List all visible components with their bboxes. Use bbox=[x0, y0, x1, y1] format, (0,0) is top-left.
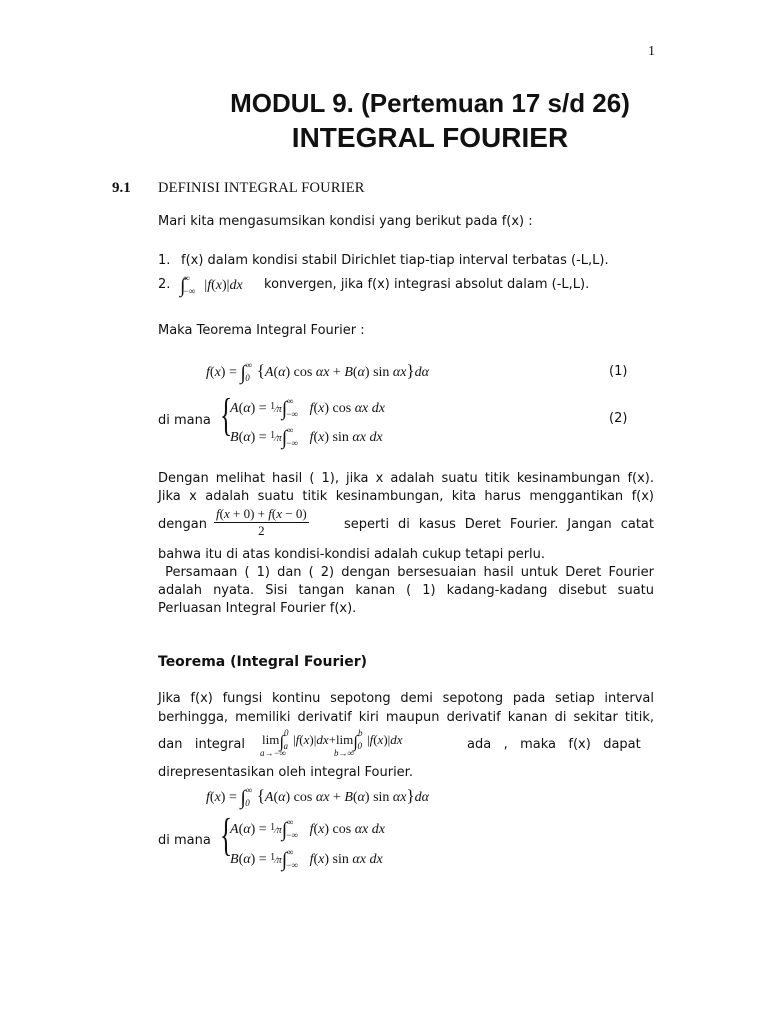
condition-2-text: konvergen, jika f(x) integrasi absolut dalam (-L,L). bbox=[264, 277, 590, 292]
paragraph-2-line-2: adalah nyata. Sisi tangan kanan ( 1) kadang-kadang disebut suatu bbox=[158, 583, 654, 598]
module-subtitle: INTEGRAL FOURIER bbox=[291, 122, 569, 153]
theorem-intro: Maka Teorema Integral Fourier : bbox=[158, 323, 365, 338]
coefficient-a-formula: $A(\alpha) = ^1⁄\pi\int^\infty_{-\infty}$ f(x) cos αx dx bbox=[230, 396, 385, 420]
limit-integral-formula: lim a→−∞ ∫$^0_a$ |f(x)|dx+lim b→∞ ∫$^b_0$ |f(x)|dx bbox=[260, 728, 403, 758]
theorem-line-1: Jika f(x) fungsi kontinu sepotong demi sepotong pada setiap interval bbox=[158, 691, 654, 706]
equation-number-1: (1) bbox=[609, 364, 628, 379]
theorem-where-label: di mana bbox=[158, 833, 211, 848]
theorem-fourier-equation: $f(x) = \int^\infty_0$ {A(α) cos αx + B(α) sin αx}dα bbox=[206, 785, 429, 809]
condition-1-number: 1. bbox=[158, 253, 171, 268]
theorem-line-2: berhingga, memiliki derivatif kiri maupun derivatif kanan di sekitar titik, bbox=[158, 710, 654, 725]
section-intro: Mari kita mengasumsikan kondisi yang berikut pada f(x) : bbox=[158, 214, 533, 229]
paragraph-1-dengan: dengan bbox=[158, 517, 207, 532]
section-number: 9.1 bbox=[112, 180, 131, 196]
theorem-dan-integral: dan integral bbox=[158, 737, 245, 752]
paragraph-2-line-1: Persamaan ( 1) dan ( 2) dengan bersesuaian hasil untuk Deret Fourier bbox=[158, 565, 654, 580]
paragraph-1-after-fraction: seperti di kasus Deret Fourier. Jangan catat bbox=[344, 517, 654, 532]
average-limit-fraction: $\frac{f(x + 0) + f(x - 0)}{2}$ bbox=[216, 506, 307, 538]
theorem-coefficient-b-formula: $B(\alpha) = ^1⁄\pi\int^\infty_{-\infty}$ f(x) sin αx dx bbox=[230, 847, 383, 871]
condition-1-text: f(x) dalam kondisi stabil Dirichlet tiap-tiap interval terbatas (-L,L). bbox=[181, 253, 609, 268]
page-number: 1 bbox=[648, 44, 655, 59]
paragraph-1-end: bahwa itu di atas kondisi-kondisi adalah cukup tetapi perlu. bbox=[158, 547, 546, 562]
module-title: MODUL 9. (Pertemuan 17 s/d 26) bbox=[230, 88, 630, 118]
paragraph-1-line-2: Jika x adalah suatu titik kesinambungan, kita harus menggantikan f(x) bbox=[158, 489, 654, 504]
coefficient-b-formula: $B(\alpha) = ^1⁄\pi\int^\infty_{-\infty}$ f(x) sin αx dx bbox=[230, 425, 383, 449]
where-label: di mana bbox=[158, 413, 211, 428]
paragraph-1-line-1: Dengan melihat hasil ( 1), jika x adalah suatu titik kesinambungan f(x). bbox=[158, 471, 654, 486]
theorem-coefficient-a-formula: $A(\alpha) = ^1⁄\pi\int^\infty_{-\infty}$ f(x) cos αx dx bbox=[230, 817, 385, 841]
absolute-integral-formula: $\int^\infty_{-\infty}$ |f(x)|dx bbox=[180, 273, 243, 297]
section-title: DEFINISI INTEGRAL FOURIER bbox=[158, 180, 365, 196]
paragraph-2-line-3: Perluasan Integral Fourier f(x). bbox=[158, 601, 357, 616]
fourier-integral-equation: $f(x) = \int^\infty_0$ {A(α) cos αx + B(α) sin αx}dα bbox=[206, 360, 429, 384]
equation-number-2: (2) bbox=[609, 411, 628, 426]
theorem-ada-maka: ada , maka f(x) dapat bbox=[467, 737, 641, 752]
left-brace-icon: { bbox=[220, 389, 233, 440]
theorem-left-brace-icon: { bbox=[220, 809, 233, 860]
theorem-last-line: direpresentasikan oleh integral Fourier. bbox=[158, 765, 413, 780]
condition-2-number: 2. bbox=[158, 277, 171, 292]
theorem-title: Teorema (Integral Fourier) bbox=[158, 654, 368, 670]
